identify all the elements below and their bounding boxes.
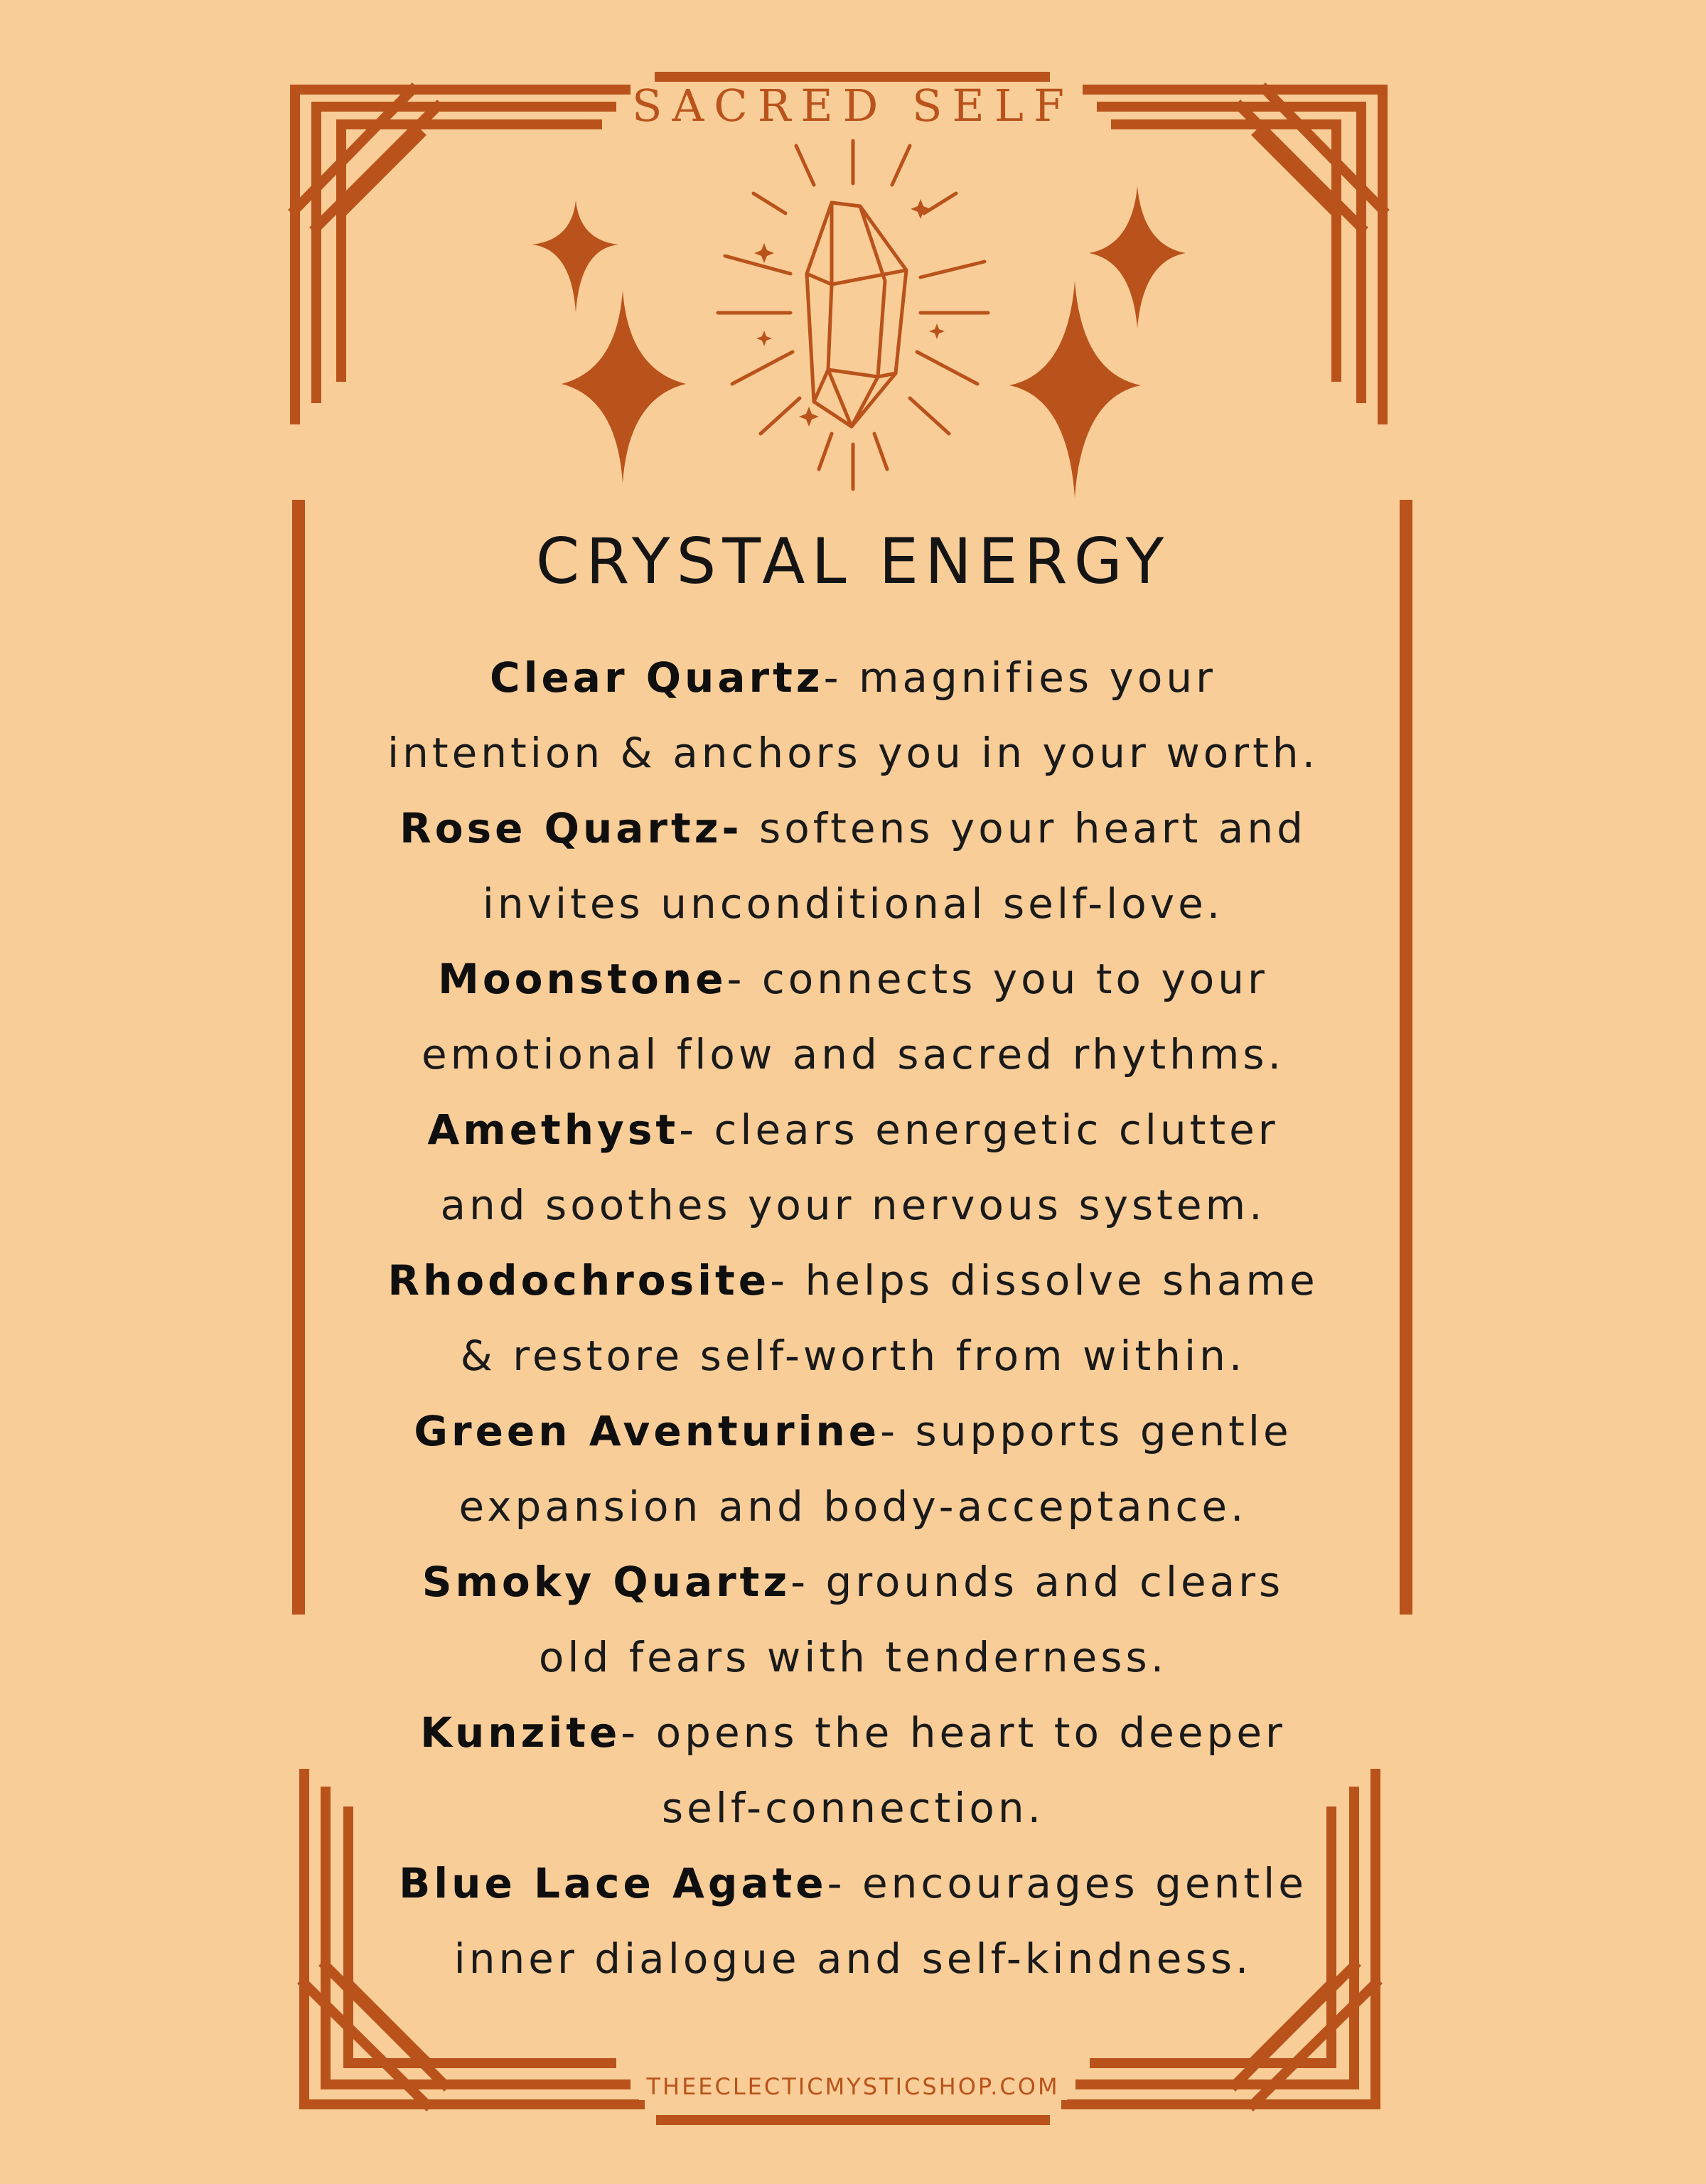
- crystal-list: [327, 640, 1379, 1996]
- footer-url: THEECLECTICMYSTICSHOP.COM: [639, 2073, 1066, 2100]
- crystal-description: magnifies your: [858, 653, 1216, 702]
- crystal-name: Rose Quartz-: [399, 804, 743, 852]
- crystal-name: Amethyst: [427, 1106, 680, 1154]
- crystal-description: old fears with tenderness.: [538, 1633, 1168, 1681]
- crystal-name: Kunzite: [420, 1708, 621, 1757]
- list-item: [327, 791, 1379, 941]
- crystal-description: expansion and body-acceptance.: [458, 1482, 1248, 1531]
- separator: -: [726, 955, 762, 1003]
- crystal-description: connects you to your: [761, 955, 1268, 1003]
- crystal-icon: [718, 141, 988, 489]
- list-item: [327, 1393, 1379, 1544]
- crystal-description: helps dissolve shame: [805, 1256, 1319, 1305]
- crystal-description: intention & anchors you in your worth.: [387, 729, 1319, 777]
- crystal-description: self-connection.: [661, 1784, 1045, 1832]
- brand-name: SACRED SELF: [632, 80, 1074, 132]
- list-item: [327, 941, 1379, 1092]
- separator: -: [880, 1407, 916, 1455]
- crystal-name: Smoky Quartz: [422, 1558, 791, 1606]
- crystal-description: emotional flow and sacred rhythms.: [421, 1030, 1285, 1078]
- footer-website: [0, 2073, 1706, 2100]
- sparkle-icon: [532, 200, 618, 313]
- separator: -: [770, 1256, 805, 1305]
- separator: [743, 804, 759, 852]
- separator: -: [823, 653, 859, 702]
- separator: -: [621, 1708, 656, 1757]
- list-item: [327, 1695, 1379, 1846]
- crystal-description: invites unconditional self-love.: [482, 879, 1224, 928]
- sparkle-icon: [1089, 186, 1186, 328]
- list-item: [327, 640, 1379, 791]
- crystal-description: encourages gentle: [862, 1859, 1307, 1907]
- crystal-description: inner dialogue and self-kindness.: [454, 1934, 1252, 1983]
- separator: -: [827, 1859, 862, 1907]
- list-item: [327, 1092, 1379, 1243]
- page-title: CRYSTAL ENERGY: [535, 525, 1171, 598]
- crystal-name: Moonstone: [438, 955, 727, 1003]
- crystal-name: Clear Quartz: [490, 653, 824, 702]
- crystal-name: Rhodochrosite: [387, 1256, 771, 1305]
- separator: -: [790, 1558, 826, 1606]
- list-item: [327, 1544, 1379, 1695]
- separator: -: [679, 1106, 714, 1154]
- crystal-description: supports gentle: [915, 1407, 1292, 1455]
- crystal-description: grounds and clears: [825, 1558, 1284, 1606]
- crystal-description: clears energetic clutter: [714, 1106, 1279, 1154]
- sparkle-icon: [1009, 281, 1141, 498]
- list-item: [327, 1846, 1379, 1996]
- crystal-name: Green Aventurine: [414, 1407, 881, 1455]
- sparkle-icon: [562, 290, 686, 483]
- crystal-description: softens your heart and: [758, 804, 1307, 852]
- crystal-description: and soothes your nervous system.: [440, 1181, 1266, 1229]
- crystal-name: Blue Lace Agate: [399, 1859, 827, 1907]
- crystal-description: & restore self-worth from within.: [460, 1332, 1246, 1380]
- crystal-description: opens the heart to deeper: [655, 1708, 1286, 1757]
- list-item: [327, 1243, 1379, 1393]
